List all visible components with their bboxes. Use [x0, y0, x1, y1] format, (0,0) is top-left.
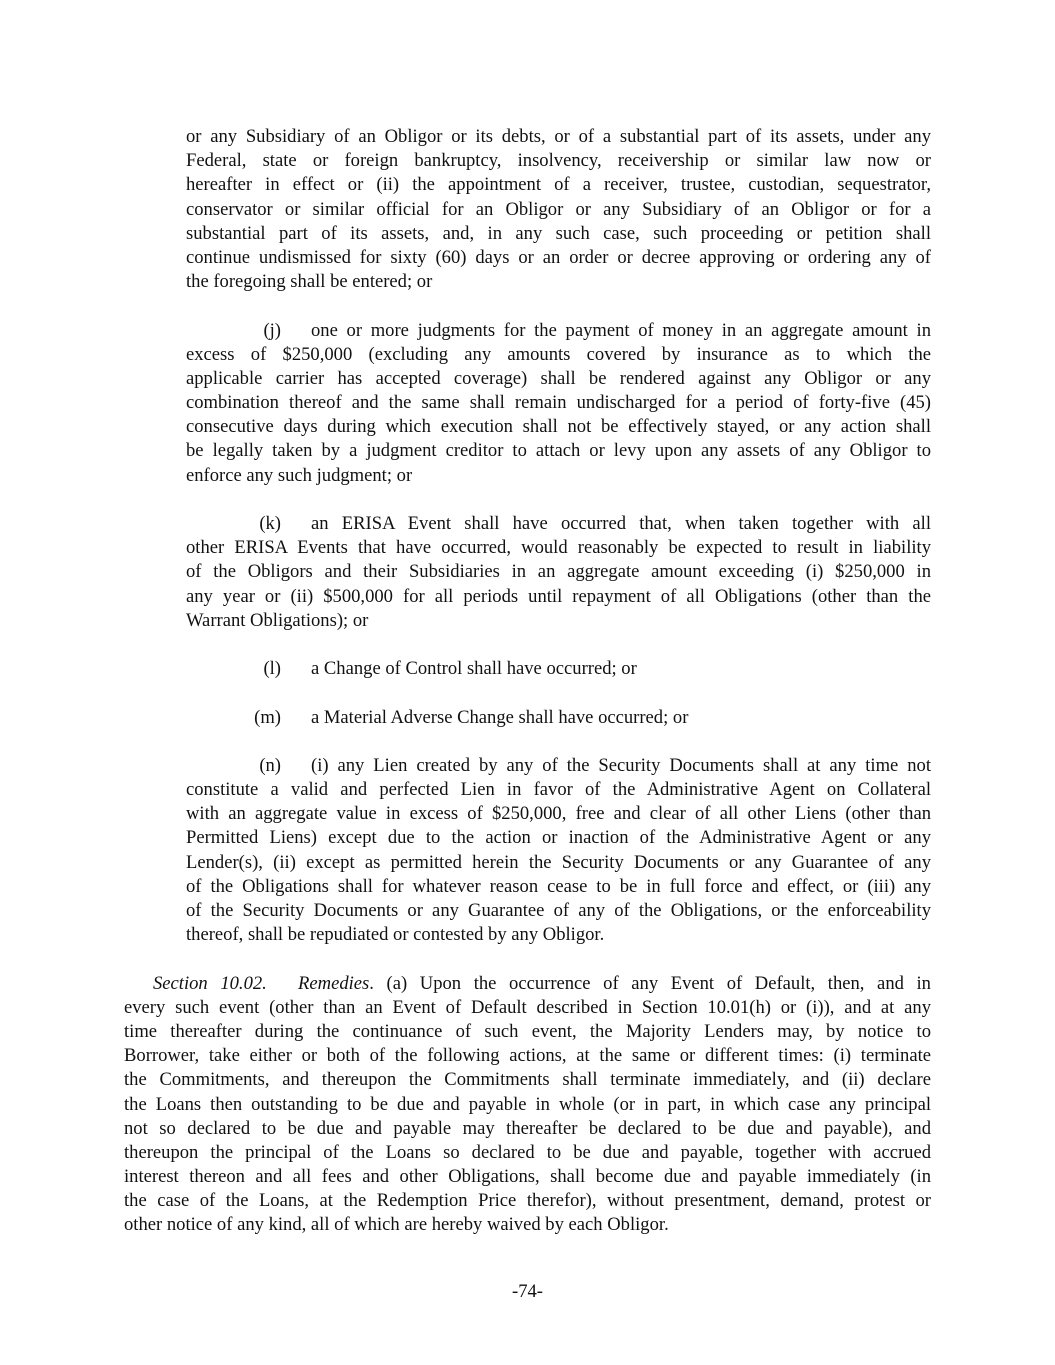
item-text: a Change of Control shall have occurred; or	[311, 658, 637, 680]
text-line: substantial part of its assets, and, in any such case, such proceeding or petition shall	[186, 222, 931, 244]
text-line: the Commitments, and thereupon the Commitments shall terminate immediately, and (ii) declare	[124, 1069, 931, 1091]
text-line: other notice of any kind, all of which are hereby waived by each Obligor.	[124, 1214, 669, 1236]
text-line: conservator or similar official for an Obligor or any Subsidiary of an Obligor or for a	[186, 198, 931, 220]
text-line: time thereafter during the continuance of such event, the Majority Lenders may, by notice to	[124, 1020, 931, 1042]
text-line	[186, 319, 931, 343]
text-line	[186, 706, 931, 730]
item-label: (n)	[259, 754, 281, 776]
text-line: excess of $250,000 (excluding any amounts covered by insurance as to which the	[186, 343, 931, 365]
section-title: Remedies	[298, 972, 370, 994]
text-line: thereof, shall be repudiated or contested by any Obligor.	[186, 924, 605, 946]
text-line: Warrant Obligations); or	[186, 609, 369, 631]
item-text: a Material Adverse Change shall have occurred; or	[311, 706, 689, 728]
text-line: other ERISA Events that have occurred, would reasonably be expected to result in liability	[186, 537, 931, 559]
section-heading-line	[124, 972, 931, 996]
text-line: or any Subsidiary of an Obligor or its debts, or of a substantial part of its assets, under any	[186, 126, 931, 147]
item-text: an ERISA Event shall have occurred that, when taken together with all	[311, 513, 931, 534]
text-line: with an aggregate value in excess of $250,000, free and clear of all other Liens (other than	[186, 803, 931, 825]
text-line: thereupon the principal of the Loans so declared to be due and payable, together with accrued	[124, 1141, 931, 1163]
item-label: (k)	[259, 513, 281, 534]
text-line	[186, 754, 931, 778]
paragraph	[124, 972, 931, 1238]
item-label: (j)	[263, 319, 281, 341]
text-line: continue undismissed for sixty (60) days or an order or decree approving or ordering any of	[186, 246, 931, 268]
item-label: (m)	[254, 706, 281, 728]
text-line: hereafter in effect or (ii) the appointment of a receiver, trustee, custodian, sequestrator,	[186, 174, 931, 196]
text-line: the foregoing shall be entered; or	[186, 271, 433, 293]
text-line: any year or (ii) $500,000 for all periods until repayment of all Obligations (other than the	[186, 585, 931, 607]
text-line: Borrower, take either or both of the following actions, at the same or different times: (i) terminate	[124, 1045, 931, 1067]
paragraph	[186, 512, 931, 633]
text-line: combination thereof and the same shall remain undischarged for a period of forty-five (45)	[186, 392, 931, 414]
paragraph	[186, 706, 931, 730]
text-line: Lender(s), (ii) except as permitted herein the Security Documents or any Guarantee of any	[186, 851, 931, 873]
text-line	[186, 512, 931, 536]
text-line	[186, 657, 931, 681]
document-body	[0, 125, 1055, 1262]
item-text: one or more judgments for the payment of money in an aggregate amount in	[311, 319, 931, 341]
paragraph	[186, 125, 931, 294]
text-line: of the Security Documents or any Guarantee of any of the Obligations, or the enforceability	[186, 900, 931, 921]
text-line: enforce any such judgment; or	[186, 464, 413, 486]
text-line: consecutive days during which execution shall not be effectively stayed, or any action shall	[186, 416, 931, 438]
text-line: Permitted Liens) except due to the action or inaction of the Administrative Agent or any	[186, 827, 931, 849]
paragraph	[186, 657, 931, 681]
text-line: of the Obligors and their Subsidiaries in an aggregate amount exceeding (i) $250,000 in	[186, 561, 931, 583]
paragraph	[186, 319, 931, 488]
text-line: the case of the Loans, at the Redemption Price therefor), without presentment, demand, protest or	[124, 1190, 931, 1212]
text-line: interest thereon and all fees and other Obligations, shall become due and payable immediately (in	[124, 1166, 931, 1188]
text-line: be legally taken by a judgment creditor to attach or levy upon any assets of any Obligor to	[186, 440, 931, 462]
item-text: (i) any Lien created by any of the Security Documents shall at any time not	[311, 754, 931, 776]
text-line: the Loans then outstanding to be due and payable in whole (or in part, in which case any principal	[124, 1093, 931, 1115]
text-line: Federal, state or foreign bankruptcy, insolvency, receivership or similar law now or	[186, 150, 931, 172]
text-line: every such event (other than an Event of Default described in Section 10.01(h) or (i)), and at any	[124, 996, 931, 1018]
section-lead-text: . (a) Upon the occurrence of any Event of Default, then, and in	[369, 972, 931, 994]
text-line: not so declared to be due and payable may thereafter be declared to be due and payable), and	[124, 1117, 931, 1139]
item-label: (l)	[263, 658, 281, 680]
text-line: constitute a valid and perfected Lien in favor of the Administrative Agent on Collateral	[186, 779, 931, 801]
page-number: -74-	[512, 1281, 543, 1302]
paragraph	[186, 754, 931, 948]
text-line: applicable carrier has accepted coverage) shall be rendered against any Obligor or any	[186, 367, 931, 389]
section-number: Section 10.02.	[153, 972, 267, 994]
text-line: of the Obligations shall for whatever reason cease to be in full force and effect, or (iii) any	[186, 875, 931, 897]
